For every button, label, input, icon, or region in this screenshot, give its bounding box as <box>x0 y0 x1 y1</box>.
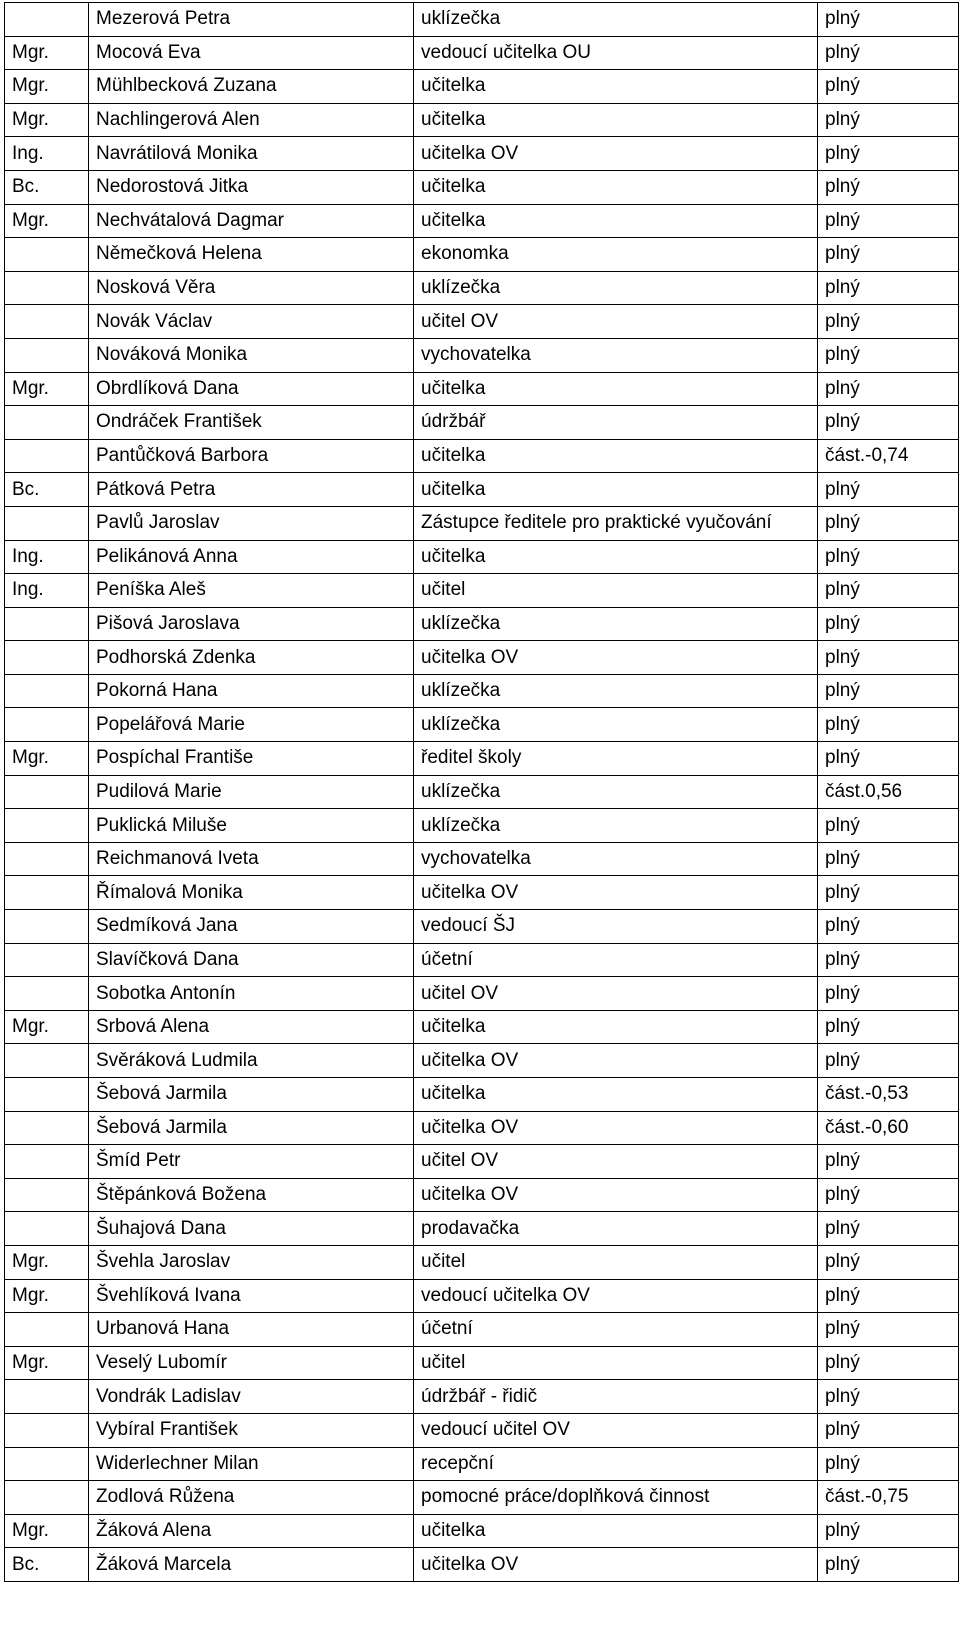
cell-name: Ondráček František <box>89 406 414 440</box>
cell-title <box>5 1212 89 1246</box>
table-row <box>5 540 959 574</box>
table-row <box>5 943 959 977</box>
table-row <box>5 977 959 1011</box>
table-row <box>5 607 959 641</box>
cell-title <box>5 506 89 540</box>
cell-role: učitelka OV <box>414 1111 818 1145</box>
cell-role: učitelka <box>414 1010 818 1044</box>
cell-name: Sedmíková Jana <box>89 910 414 944</box>
cell-role: ředitel školy <box>414 742 818 776</box>
cell-title <box>5 943 89 977</box>
cell-name: Vybíral František <box>89 1413 414 1447</box>
cell-role: učitelka OV <box>414 641 818 675</box>
cell-name: Nosková Věra <box>89 271 414 305</box>
cell-name: Novák Václav <box>89 305 414 339</box>
cell-name: Urbanová Hana <box>89 1313 414 1347</box>
cell-name: Svěráková Ludmila <box>89 1044 414 1078</box>
cell-load: plný <box>818 574 959 608</box>
cell-title <box>5 775 89 809</box>
cell-load: plný <box>818 1178 959 1212</box>
cell-load: plný <box>818 506 959 540</box>
table-row <box>5 1145 959 1179</box>
cell-load: plný <box>818 1245 959 1279</box>
cell-name: Šebová Jarmila <box>89 1111 414 1145</box>
cell-role: uklízečka <box>414 607 818 641</box>
cell-name: Štěpánková Božena <box>89 1178 414 1212</box>
cell-role: Zástupce ředitele pro praktické vyučování <box>414 506 818 540</box>
cell-role: učitel <box>414 1346 818 1380</box>
table-row <box>5 742 959 776</box>
cell-title: Mgr. <box>5 1245 89 1279</box>
cell-title <box>5 1145 89 1179</box>
cell-role: učitelka <box>414 1078 818 1112</box>
cell-role: učitelka <box>414 204 818 238</box>
cell-load: část.-0,60 <box>818 1111 959 1145</box>
cell-title <box>5 842 89 876</box>
cell-title: Mgr. <box>5 1514 89 1548</box>
cell-name: Veselý Lubomír <box>89 1346 414 1380</box>
table-row <box>5 103 959 137</box>
cell-role: ekonomka <box>414 238 818 272</box>
staff-table-body <box>5 3 959 1582</box>
cell-title <box>5 1380 89 1414</box>
cell-role: recepční <box>414 1447 818 1481</box>
cell-title: Mgr. <box>5 1010 89 1044</box>
cell-load: plný <box>818 1346 959 1380</box>
cell-name: Šebová Jarmila <box>89 1078 414 1112</box>
cell-title: Mgr. <box>5 36 89 70</box>
cell-load: plný <box>818 977 959 1011</box>
table-row <box>5 1078 959 1112</box>
cell-name: Zodlová Růžena <box>89 1481 414 1515</box>
cell-load: plný <box>818 1044 959 1078</box>
cell-title: Mgr. <box>5 103 89 137</box>
cell-title: Ing. <box>5 540 89 574</box>
cell-title <box>5 3 89 37</box>
cell-load: plný <box>818 1212 959 1246</box>
cell-load: plný <box>818 1313 959 1347</box>
cell-name: Slavíčková Dana <box>89 943 414 977</box>
cell-name: Švehla Jaroslav <box>89 1245 414 1279</box>
cell-role: učitelka <box>414 439 818 473</box>
cell-load: plný <box>818 641 959 675</box>
cell-title <box>5 876 89 910</box>
cell-load: plný <box>818 372 959 406</box>
cell-name: Sobotka Antonín <box>89 977 414 1011</box>
table-row <box>5 1044 959 1078</box>
cell-title: Mgr. <box>5 1346 89 1380</box>
cell-name: Puklická Miluše <box>89 809 414 843</box>
cell-load: plný <box>818 70 959 104</box>
table-row <box>5 1010 959 1044</box>
cell-role: učitelka <box>414 170 818 204</box>
cell-name: Reichmanová Iveta <box>89 842 414 876</box>
cell-role: vedoucí učitel OV <box>414 1413 818 1447</box>
cell-load: plný <box>818 3 959 37</box>
cell-title <box>5 1178 89 1212</box>
cell-role: uklízečka <box>414 3 818 37</box>
cell-title <box>5 1313 89 1347</box>
cell-name: Vondrák Ladislav <box>89 1380 414 1414</box>
cell-name: Šuhajová Dana <box>89 1212 414 1246</box>
cell-load: plný <box>818 674 959 708</box>
cell-title <box>5 1481 89 1515</box>
table-row <box>5 70 959 104</box>
table-row <box>5 1178 959 1212</box>
table-row <box>5 708 959 742</box>
cell-role: učitel <box>414 1245 818 1279</box>
cell-title <box>5 641 89 675</box>
cell-role: učitelka OV <box>414 1044 818 1078</box>
cell-title: Mgr. <box>5 1279 89 1313</box>
cell-role: vedoucí učitelka OU <box>414 36 818 70</box>
cell-title <box>5 977 89 1011</box>
cell-name: Pudilová Marie <box>89 775 414 809</box>
table-row <box>5 1111 959 1145</box>
cell-title: Bc. <box>5 1548 89 1582</box>
cell-name: Pavlů Jaroslav <box>89 506 414 540</box>
cell-title <box>5 1078 89 1112</box>
cell-name: Žáková Alena <box>89 1514 414 1548</box>
table-row <box>5 372 959 406</box>
table-row <box>5 506 959 540</box>
table-row <box>5 1514 959 1548</box>
table-row <box>5 641 959 675</box>
cell-name: Žáková Marcela <box>89 1548 414 1582</box>
cell-load: plný <box>818 1010 959 1044</box>
table-row <box>5 775 959 809</box>
table-row <box>5 1380 959 1414</box>
cell-role: učitelka OV <box>414 1548 818 1582</box>
table-row <box>5 3 959 37</box>
cell-load: plný <box>818 36 959 70</box>
cell-title <box>5 305 89 339</box>
cell-role: učitel OV <box>414 977 818 1011</box>
cell-load: plný <box>818 103 959 137</box>
cell-load: plný <box>818 910 959 944</box>
cell-load: plný <box>818 607 959 641</box>
table-row <box>5 809 959 843</box>
cell-role: vychovatelka <box>414 842 818 876</box>
table-row <box>5 1481 959 1515</box>
cell-name: Švehlíková Ivana <box>89 1279 414 1313</box>
cell-role: vedoucí ŠJ <box>414 910 818 944</box>
cell-role: učitelka OV <box>414 876 818 910</box>
cell-role: učitelka <box>414 473 818 507</box>
cell-name: Popelářová Marie <box>89 708 414 742</box>
cell-load: plný <box>818 406 959 440</box>
cell-load: část.0,56 <box>818 775 959 809</box>
table-row <box>5 305 959 339</box>
cell-name: Pelikánová Anna <box>89 540 414 574</box>
table-row <box>5 473 959 507</box>
cell-role: učitelka OV <box>414 137 818 171</box>
cell-name: Peníška Aleš <box>89 574 414 608</box>
cell-load: plný <box>818 204 959 238</box>
table-row <box>5 1548 959 1582</box>
cell-name: Nachlingerová Alen <box>89 103 414 137</box>
cell-title <box>5 1044 89 1078</box>
table-row <box>5 170 959 204</box>
cell-load: plný <box>818 170 959 204</box>
cell-name: Nedorostová Jitka <box>89 170 414 204</box>
cell-name: Navrátilová Monika <box>89 137 414 171</box>
cell-title <box>5 910 89 944</box>
cell-role: prodavačka <box>414 1212 818 1246</box>
table-row <box>5 204 959 238</box>
cell-title <box>5 1447 89 1481</box>
table-row <box>5 338 959 372</box>
table-row <box>5 1346 959 1380</box>
cell-role: účetní <box>414 943 818 977</box>
cell-title: Mgr. <box>5 742 89 776</box>
cell-role: údržbář <box>414 406 818 440</box>
table-row <box>5 910 959 944</box>
cell-name: Pospíchal Františe <box>89 742 414 776</box>
cell-load: plný <box>818 943 959 977</box>
cell-role: učitelka OV <box>414 1178 818 1212</box>
cell-load: plný <box>818 338 959 372</box>
table-row <box>5 876 959 910</box>
cell-load: plný <box>818 238 959 272</box>
cell-title <box>5 1111 89 1145</box>
cell-title: Mgr. <box>5 204 89 238</box>
table-row <box>5 1279 959 1313</box>
cell-load: plný <box>818 842 959 876</box>
table-row <box>5 238 959 272</box>
cell-name: Římalová Monika <box>89 876 414 910</box>
cell-load: plný <box>818 1447 959 1481</box>
cell-title <box>5 439 89 473</box>
cell-load: plný <box>818 305 959 339</box>
cell-name: Nechvátalová Dagmar <box>89 204 414 238</box>
cell-load: plný <box>818 540 959 574</box>
cell-title: Bc. <box>5 170 89 204</box>
cell-role: učitelka <box>414 1514 818 1548</box>
cell-load: plný <box>818 742 959 776</box>
cell-load: plný <box>818 1380 959 1414</box>
cell-role: učitelka <box>414 70 818 104</box>
cell-name: Pišová Jaroslava <box>89 607 414 641</box>
cell-load: plný <box>818 473 959 507</box>
cell-title <box>5 406 89 440</box>
cell-title: Mgr. <box>5 70 89 104</box>
staff-table <box>4 2 959 1582</box>
cell-title <box>5 338 89 372</box>
cell-title <box>5 271 89 305</box>
cell-load: plný <box>818 1413 959 1447</box>
cell-title <box>5 708 89 742</box>
table-row <box>5 406 959 440</box>
table-row <box>5 1413 959 1447</box>
cell-role: uklízečka <box>414 708 818 742</box>
cell-name: Podhorská Zdenka <box>89 641 414 675</box>
cell-title: Mgr. <box>5 372 89 406</box>
cell-load: plný <box>818 1145 959 1179</box>
cell-title <box>5 809 89 843</box>
cell-name: Nováková Monika <box>89 338 414 372</box>
cell-role: učitel OV <box>414 1145 818 1179</box>
cell-role: uklízečka <box>414 271 818 305</box>
table-row <box>5 1245 959 1279</box>
cell-role: vedoucí učitelka OV <box>414 1279 818 1313</box>
cell-role: učitel OV <box>414 305 818 339</box>
cell-name: Pokorná Hana <box>89 674 414 708</box>
table-row <box>5 1313 959 1347</box>
cell-name: Pantůčková Barbora <box>89 439 414 473</box>
table-row <box>5 137 959 171</box>
cell-role: účetní <box>414 1313 818 1347</box>
table-row <box>5 439 959 473</box>
cell-load: plný <box>818 876 959 910</box>
cell-name: Obrdlíková Dana <box>89 372 414 406</box>
cell-load: část.-0,75 <box>818 1481 959 1515</box>
cell-load: plný <box>818 708 959 742</box>
cell-role: vychovatelka <box>414 338 818 372</box>
cell-load: část.-0,74 <box>818 439 959 473</box>
cell-load: plný <box>818 271 959 305</box>
cell-role: pomocné práce/doplňková činnost <box>414 1481 818 1515</box>
cell-name: Mocová Eva <box>89 36 414 70</box>
cell-load: plný <box>818 809 959 843</box>
cell-load: plný <box>818 1279 959 1313</box>
cell-role: učitelka <box>414 103 818 137</box>
table-row <box>5 574 959 608</box>
cell-title <box>5 607 89 641</box>
cell-title <box>5 674 89 708</box>
cell-load: plný <box>818 137 959 171</box>
cell-load: plný <box>818 1548 959 1582</box>
cell-title <box>5 1413 89 1447</box>
cell-role: uklízečka <box>414 809 818 843</box>
cell-name: Widerlechner Milan <box>89 1447 414 1481</box>
table-row <box>5 36 959 70</box>
table-row <box>5 271 959 305</box>
cell-title <box>5 238 89 272</box>
cell-name: Mühlbecková Zuzana <box>89 70 414 104</box>
cell-role: uklízečka <box>414 775 818 809</box>
cell-name: Němečková Helena <box>89 238 414 272</box>
cell-role: učitelka <box>414 540 818 574</box>
table-row <box>5 1212 959 1246</box>
cell-name: Mezerová Petra <box>89 3 414 37</box>
cell-role: uklízečka <box>414 674 818 708</box>
cell-role: učitel <box>414 574 818 608</box>
cell-name: Pátková Petra <box>89 473 414 507</box>
table-row <box>5 842 959 876</box>
cell-load: část.-0,53 <box>818 1078 959 1112</box>
cell-role: údržbář - řidič <box>414 1380 818 1414</box>
table-row <box>5 674 959 708</box>
table-row <box>5 1447 959 1481</box>
cell-name: Šmíd Petr <box>89 1145 414 1179</box>
cell-name: Srbová Alena <box>89 1010 414 1044</box>
cell-title: Ing. <box>5 574 89 608</box>
cell-title: Ing. <box>5 137 89 171</box>
cell-role: učitelka <box>414 372 818 406</box>
cell-load: plný <box>818 1514 959 1548</box>
cell-title: Bc. <box>5 473 89 507</box>
